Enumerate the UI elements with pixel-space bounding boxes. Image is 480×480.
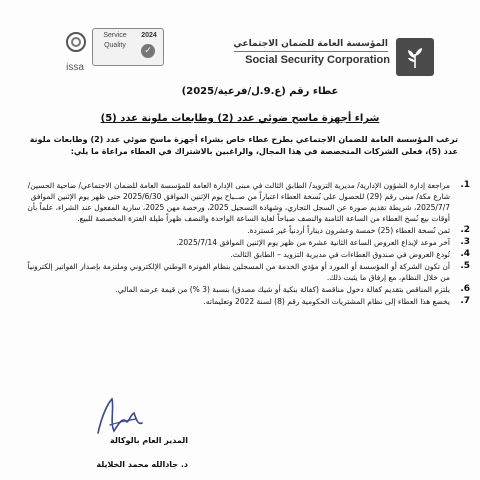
signatory-title: المدير العام بالوكالة — [110, 436, 188, 445]
handwritten-signature — [90, 395, 150, 439]
list-item-text: مراجعة إدارة الشؤون الإدارية/ مديرية التزويد/ الطابق الثالث في مبنى الإدارة العامة للمؤسسة العامة للضمان الاجتماعي/ ضاحية الحسين/ شارع مكة/ مبنى رقم (29) للحصول على نُسخة العطاء اعتباراً من صــباح يوم الإثنين الموافق 2025/6/30 حتى ظهر يوم الإثنين الموافق 2025/7/7، شريطة تقديم صورة عن السجل التجاري، وشهادة التسجيل 2025، ورخصة مهن 2025، سارية المفعول عند الشراء، علماً بأن أوقات بيع نُسخ العطاء من الساعة الثامنة والنصف صباحاً لغاية الساعة الواحدة والنصف ظهراً طيلة الفترة المخصصة للبيع. — [27, 181, 450, 223]
list-item — [18, 180, 470, 224]
list-item-text: يخضع هذا العطاء إلى نظام المشتريات الحكومية رقم (8) لسنة 2022 وتعليماته. — [203, 297, 450, 306]
tender-subject: شراء أجهزة ماسح ضوئي عدد (2) وطابعات ملونة عدد (5) — [100, 113, 380, 124]
list-item-text: آخر موعد لإيداع العروض الساعة الثانية عشرة من ظهر يوم الإثنين الموافق 2025/7/14. — [176, 238, 450, 247]
plant-icon — [402, 44, 428, 70]
badge-label-line1: Service — [103, 32, 127, 39]
ssc-logo — [396, 38, 434, 76]
check-icon: ✓ — [141, 44, 155, 58]
list-item-number: 7. — [460, 296, 470, 306]
tender-conditions-list — [18, 180, 472, 308]
list-item-number: 4. — [460, 249, 470, 259]
service-quality-badge — [92, 28, 164, 66]
badge-year: 2024 — [141, 32, 157, 39]
list-item-text: أن تكون الشركة أو المؤسسة أو المورد أو مؤدي الخدمة من المسجلين بنظام الفوترة الوطني الإلكتروني وملتزمة بإصدار الفواتير إلكترونياً من خلال النظام، مع إرفاق ما يثبت ذلك. — [27, 262, 450, 282]
list-item-number: 3. — [460, 237, 470, 247]
list-item-number: 6. — [460, 284, 470, 294]
list-item-text: ثمن نُسخة العطاء (25) خمسة وعشرون ديناراً أردنياً غير مُستردة. — [247, 226, 450, 235]
list-item-text: تُودع العروض في صندوق العطاءات في مديرية التزويد – الطابق الثالث. — [230, 250, 450, 259]
tender-number: عطاء رقم (ع.9.ل/فرعية/2025) — [181, 86, 339, 97]
list-item — [18, 225, 470, 236]
org-name-english: Social Security Corporation — [245, 54, 390, 66]
list-item — [18, 284, 470, 295]
signatory-name: د. جادالله محمد الخلايلة — [96, 460, 188, 469]
list-item-number: 5. — [460, 261, 470, 271]
org-name-divider — [234, 51, 388, 52]
badge-label — [95, 31, 135, 51]
list-item-number: 1. — [460, 180, 470, 190]
list-item — [18, 261, 470, 283]
badge-label-line2: Quality — [104, 42, 126, 49]
tender-intro: ترغب المؤسسة العامة للضمان الاجتماعي بطرح عطاء خاص بشراء أجهزة ماسح ضوئي عدد (2) وطابعات ملونة عدد (5)، فعلى الشركات المتخصصة في هذا المجال، والراغبين بالاشتراك في العطاء مراعاة ما يلي: — [29, 135, 458, 156]
list-item — [18, 237, 470, 248]
list-item — [18, 296, 470, 307]
issa-label: issa — [66, 62, 84, 73]
list-item-number: 2. — [460, 225, 470, 235]
list-item-text: يلتزم المناقص بتقديم كفالة دخول مناقصة (كفالة بنكية أو شيك مصدق) بنسبة (3 %) من قيمة عرضه المالي. — [115, 285, 450, 294]
issa-ring-icon — [66, 32, 86, 52]
list-item — [18, 249, 470, 260]
org-name-arabic: المؤسسة العامة للضمان الاجتماعي — [233, 39, 388, 49]
